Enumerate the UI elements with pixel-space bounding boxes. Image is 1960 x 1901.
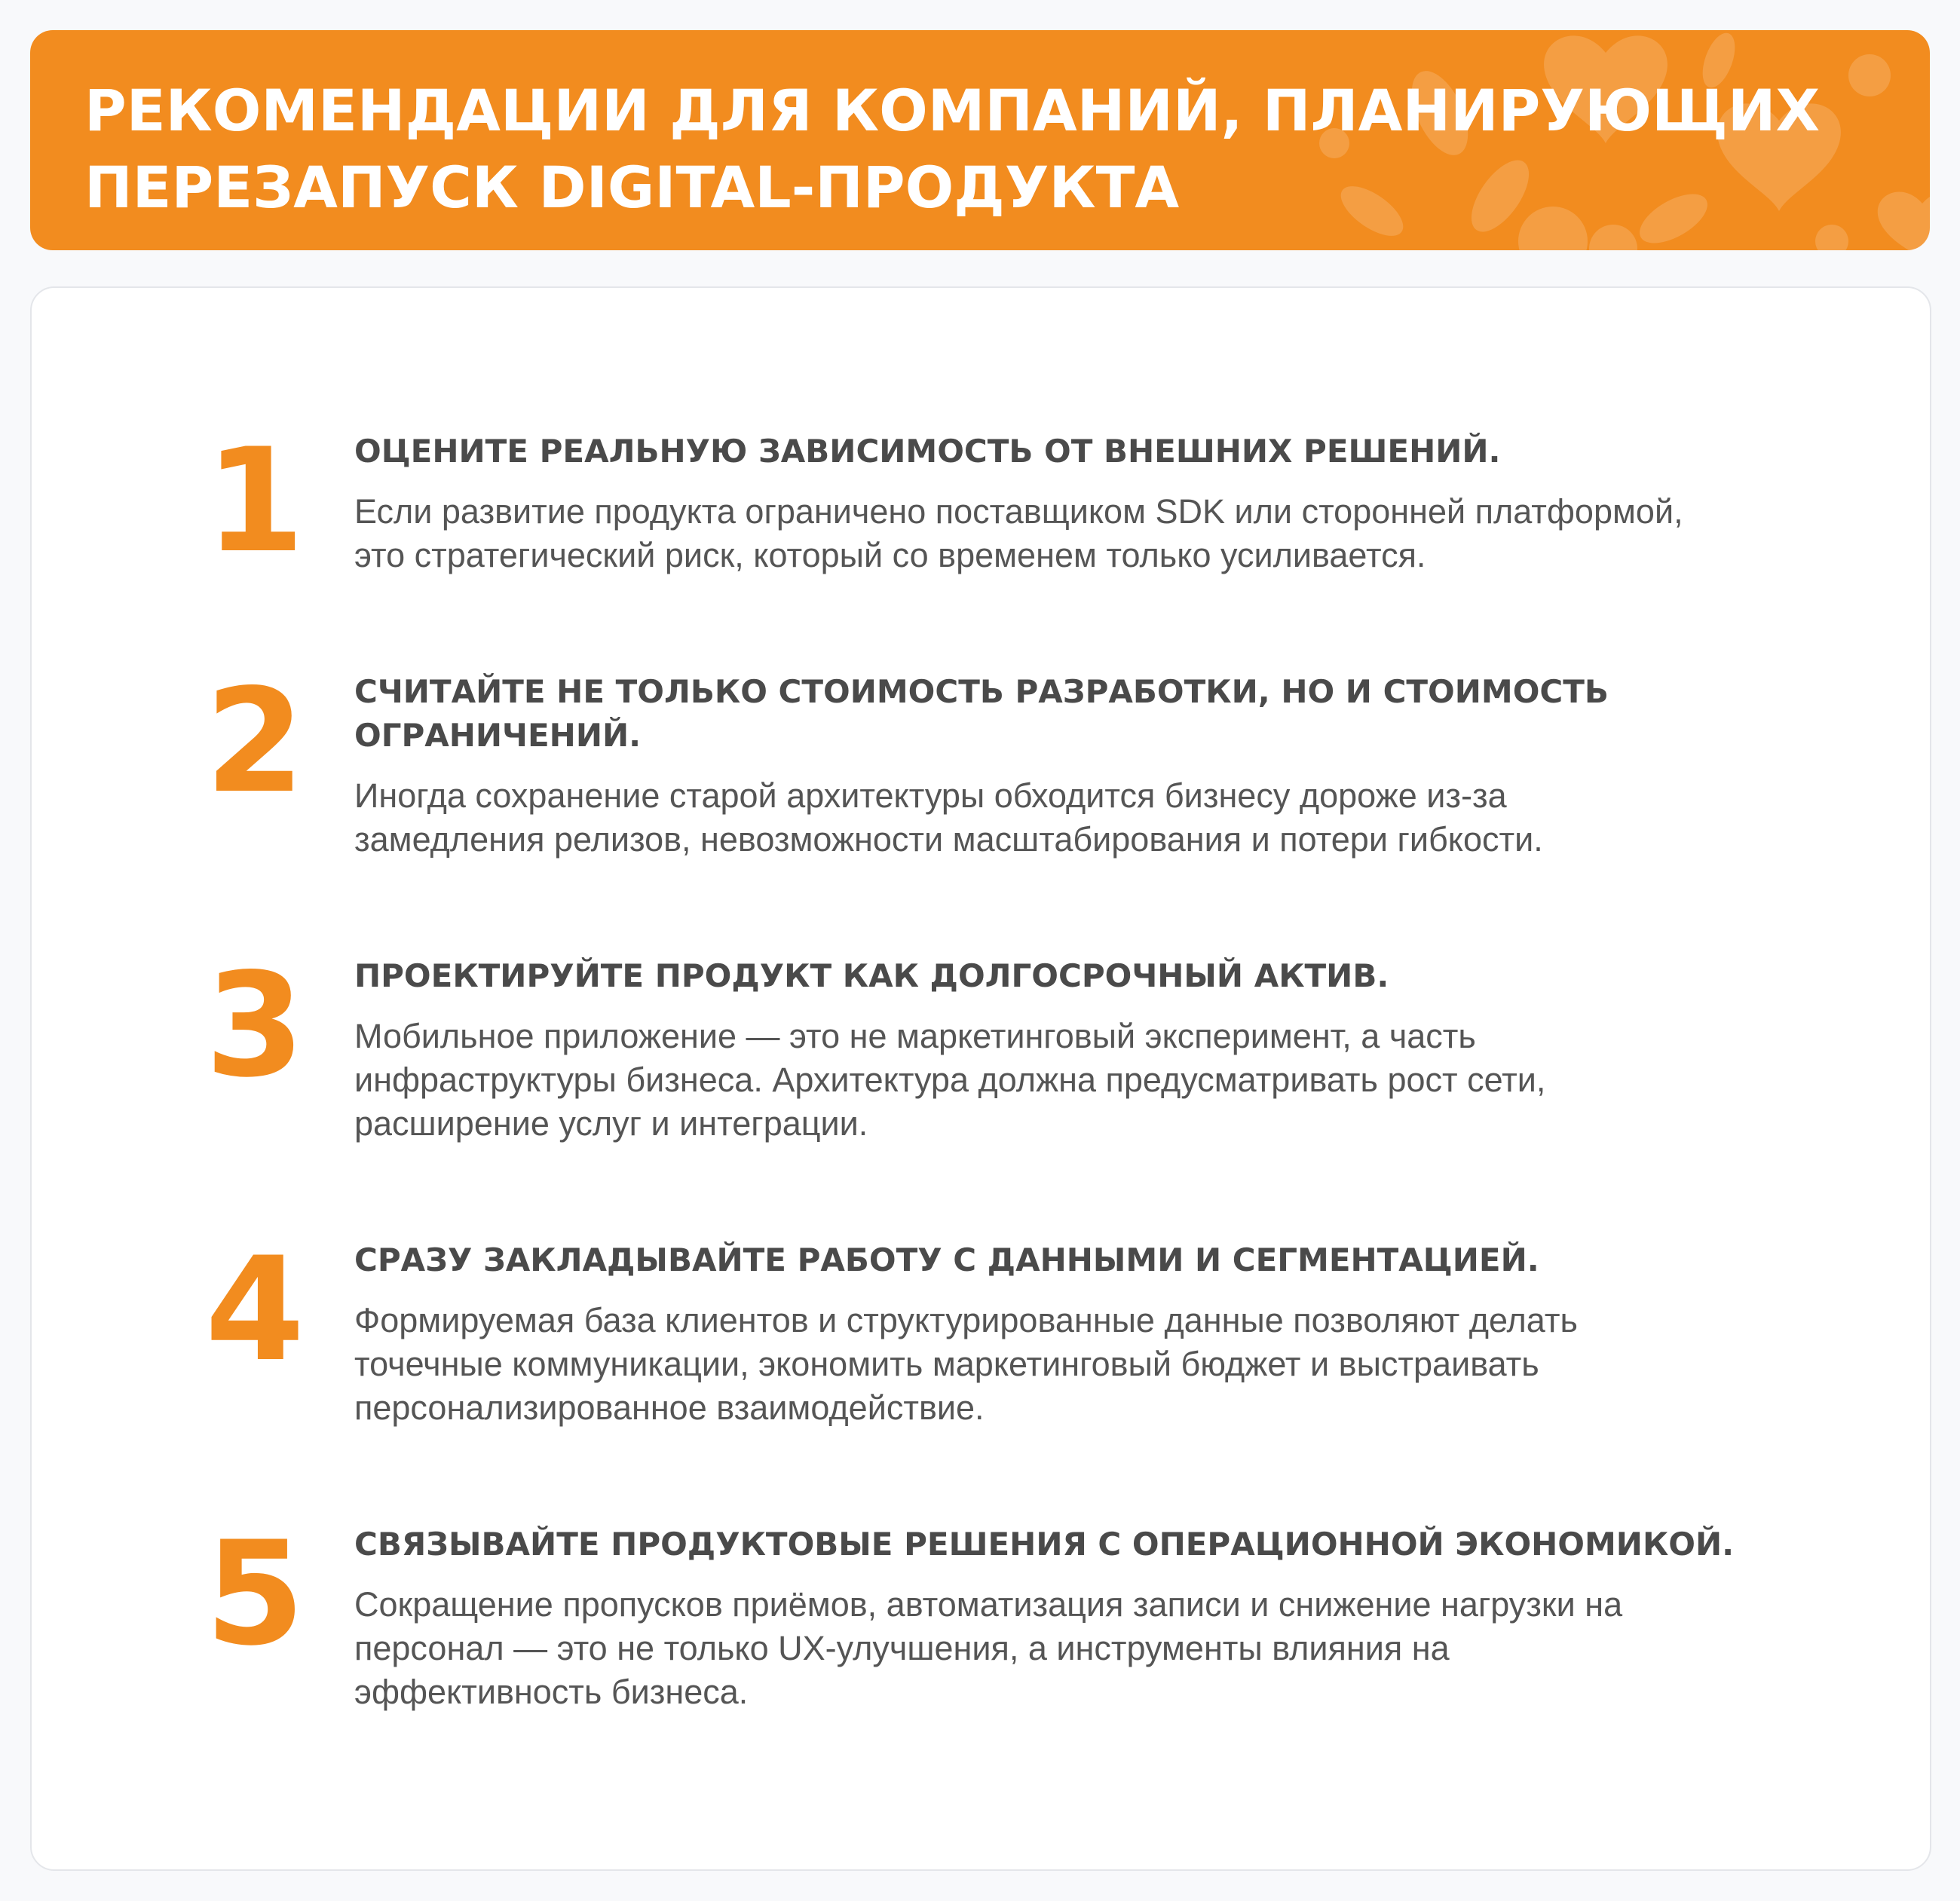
recommendation-heading [354,954,1832,998]
recommendation-text-line: точечные коммуникации, экономить маркетинговый бюджет и выстраивать [354,1345,1539,1383]
recommendation-heading [354,430,1832,473]
recommendation-text-line: Формируемая база клиентов и структурированные данные позволяют делать [354,1301,1578,1339]
recommendations-card [30,286,1931,1871]
recommendation-text-line: Сокращение пропусков приёмов, автоматизация записи и снижение нагрузки на [354,1585,1623,1624]
recommendation-heading-line: ОГРАНИЧЕНИЙ. [354,717,642,754]
recommendation-number: 1 [205,418,305,584]
recommendation-number: 3 [205,942,305,1109]
recommendation-description [354,1015,1832,1146]
recommendation-heading-line: СВЯЗЫВАЙТЕ ПРОДУКТОВЫЕ РЕШЕНИЯ С ОПЕРАЦИОННОЙ ЭКОНОМИКОЙ. [354,1526,1735,1563]
recommendation-text-line: инфраструктуры бизнеса. Архитектура должна предусматривать рост сети, [354,1061,1546,1099]
recommendation-text-line: Если развитие продукта ограничено поставщиком SDK или сторонней платформой, [354,492,1683,531]
recommendation-content [354,954,1832,1146]
recommendation-text-line: персонализированное взаимодействие. [354,1388,985,1427]
recommendation-heading [354,670,1832,758]
recommendation-content [354,670,1832,862]
recommendation-number: 5 [205,1511,305,1677]
recommendation-text-line: эффективность бизнеса. [354,1673,749,1711]
recommendation-number: 4 [205,1226,305,1393]
recommendation-description [354,774,1832,862]
recommendation-description [354,490,1832,577]
recommendation-content [354,1523,1832,1714]
recommendation-text-line: замедления релизов, невозможности масштабирования и потери гибкости. [354,820,1543,859]
page-title [84,72,1820,226]
recommendation-text-line: это стратегический риск, который со временем только усиливается. [354,536,1426,574]
recommendation-description [354,1299,1832,1430]
recommendation-text-line: персонал — это не только UX-улучшения, а инструменты влияния на [354,1629,1450,1667]
recommendation-content [354,430,1832,577]
header-banner [30,30,1930,250]
recommendation-text-line: расширение услуг и интеграции. [354,1104,868,1143]
recommendation-description [354,1583,1832,1714]
recommendation-heading-line: ПРОЕКТИРУЙТЕ ПРОДУКТ КАК ДОЛГОСРОЧНЫЙ АКТИВ. [354,957,1389,994]
recommendation-heading [354,1238,1832,1282]
recommendation-content [354,1238,1832,1430]
recommendation-heading-line: ОЦЕНИТЕ РЕАЛЬНУЮ ЗАВИСИМОСТЬ ОТ ВНЕШНИХ РЕШЕНИЙ. [354,433,1501,470]
recommendation-number: 2 [205,658,305,825]
recommendation-heading [354,1523,1832,1566]
recommendation-heading-line: СЧИТАЙТЕ НЕ ТОЛЬКО СТОИМОСТЬ РАЗРАБОТКИ, НО И СТОИМОСТЬ [354,673,1609,710]
recommendation-text-line: Иногда сохранение старой архитектуры обходится бизнесу дороже из-за [354,776,1507,815]
page-title-line-1: РЕКОМЕНДАЦИИ ДЛЯ КОМПАНИЙ, ПЛАНИРУЮЩИХ [84,77,1821,144]
recommendation-heading-line: СРАЗУ ЗАКЛАДЫВАЙТЕ РАБОТУ С ДАННЫМИ И СЕГМЕНТАЦИЕЙ. [354,1241,1539,1278]
recommendation-text-line: Мобильное приложение — это не маркетинговый эксперимент, а часть [354,1017,1476,1055]
page-title-line-2: ПЕРЕЗАПУСК DIGITAL-ПРОДУКТА [84,154,1180,221]
